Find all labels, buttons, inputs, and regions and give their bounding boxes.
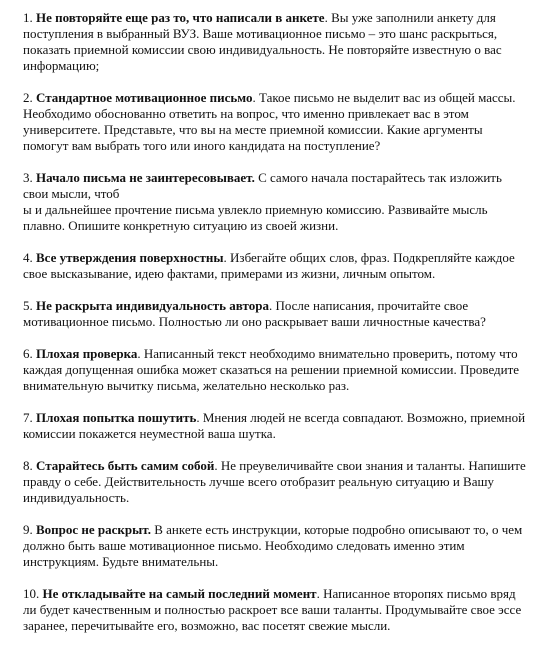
item-text: . Вы уже заполнили анкету для поступления в выбранный ВУЗ. Ваше мотивационное письмо – это шанс раскрыться, показать приемной комиссии свою индивидуальность. Не повторяйте известную о вас информацию;: [23, 10, 502, 73]
list-item: [23, 298, 527, 330]
item-text: . Написанный текст необходимо внимательно проверить, потому что каждая допущенная ошибка может сказаться на решении приемной комиссии. Проведите внимательную вычитку письма, желательно несколько раз.: [23, 346, 520, 393]
list-item: [23, 586, 527, 634]
list-item: [23, 458, 527, 506]
item-number: 7.: [23, 410, 33, 425]
item-text: В анкете есть инструкции, которые подробно описывают то, о чем должно быть ваше мотивационное письмо. Необходимо следовать именно этим инструкциям. Будьте внимательны.: [23, 522, 523, 569]
item-text: . После написания, прочитайте свое мотивационное письмо. Полностью ли оно раскрывает ваши личностные качества?: [23, 298, 486, 329]
item-title: Стандартное мотивационное письмо: [36, 90, 253, 105]
list-item: [23, 10, 527, 74]
item-title: Начало письма не заинтересовывает.: [36, 170, 255, 185]
item-text-continued: ы и дальнейшее прочтение письма увлекло приемную комиссию. Развивайте мысль плавно. Опишите конкретную ситуацию из своей жизни.: [23, 202, 488, 233]
item-text: С самого начала постарайтесь так изложить свои мысли, чтоб: [23, 170, 502, 201]
item-number: 1.: [23, 10, 33, 25]
item-title: Плохая попытка пошутить: [36, 410, 197, 425]
item-title: Не раскрыта индивидуальность автора: [36, 298, 269, 313]
list-item: [23, 346, 527, 394]
item-title: Не повторяйте еще раз то, что написали в анкете: [36, 10, 325, 25]
item-text: . Не преувеличивайте свои знания и таланты. Напишите правду о себе. Действительность лучше всего отобразит реальную ситуацию и Вашу индивидуальность.: [23, 458, 526, 505]
item-number: 5.: [23, 298, 33, 313]
list-item: [23, 250, 527, 282]
list-item: [23, 410, 527, 442]
item-title: Не откладывайте на самый последний момент: [42, 586, 317, 601]
item-text: . Написанное второпях письмо вряд ли будет качественным и полностью раскроет все ваши таланты. Продумывайте свое эссе заранее, перечитывайте его, возможно, вас посетят свежие мысли.: [23, 586, 522, 633]
document-body: [23, 10, 527, 650]
item-text: . Мнения людей не всегда совпадают. Возможно, приемной комиссии покажется неуместной ваша шутка.: [23, 410, 526, 441]
item-number: 10.: [23, 586, 40, 601]
list-item: [23, 90, 527, 154]
item-number: 6.: [23, 346, 33, 361]
item-title: Старайтесь быть самим собой: [36, 458, 215, 473]
item-number: 9.: [23, 522, 33, 537]
item-text: . Избегайте общих слов, фраз. Подкрепляйте каждое свое высказывание, идею фактами, примерами из жизни, личным опытом.: [23, 250, 515, 281]
item-title: Вопрос не раскрыт.: [36, 522, 151, 537]
item-title: Все утверждения поверхностны: [36, 250, 224, 265]
item-title: Плохая проверка: [36, 346, 138, 361]
list-item: [23, 522, 527, 570]
list-item: [23, 170, 527, 234]
item-number: 8.: [23, 458, 33, 473]
item-number: 4.: [23, 250, 33, 265]
item-text: . Такое письмо не выделит вас из общей массы. Необходимо обоснованно ответить на вопрос, что именно привлекает вас в этом университете. Представьте, что вы на месте приемной комиссии. Какие аргументы помогут вам выбрать того или иного кандидата на поступление?: [23, 90, 516, 153]
item-number: 2.: [23, 90, 33, 105]
item-number: 3.: [23, 170, 33, 185]
